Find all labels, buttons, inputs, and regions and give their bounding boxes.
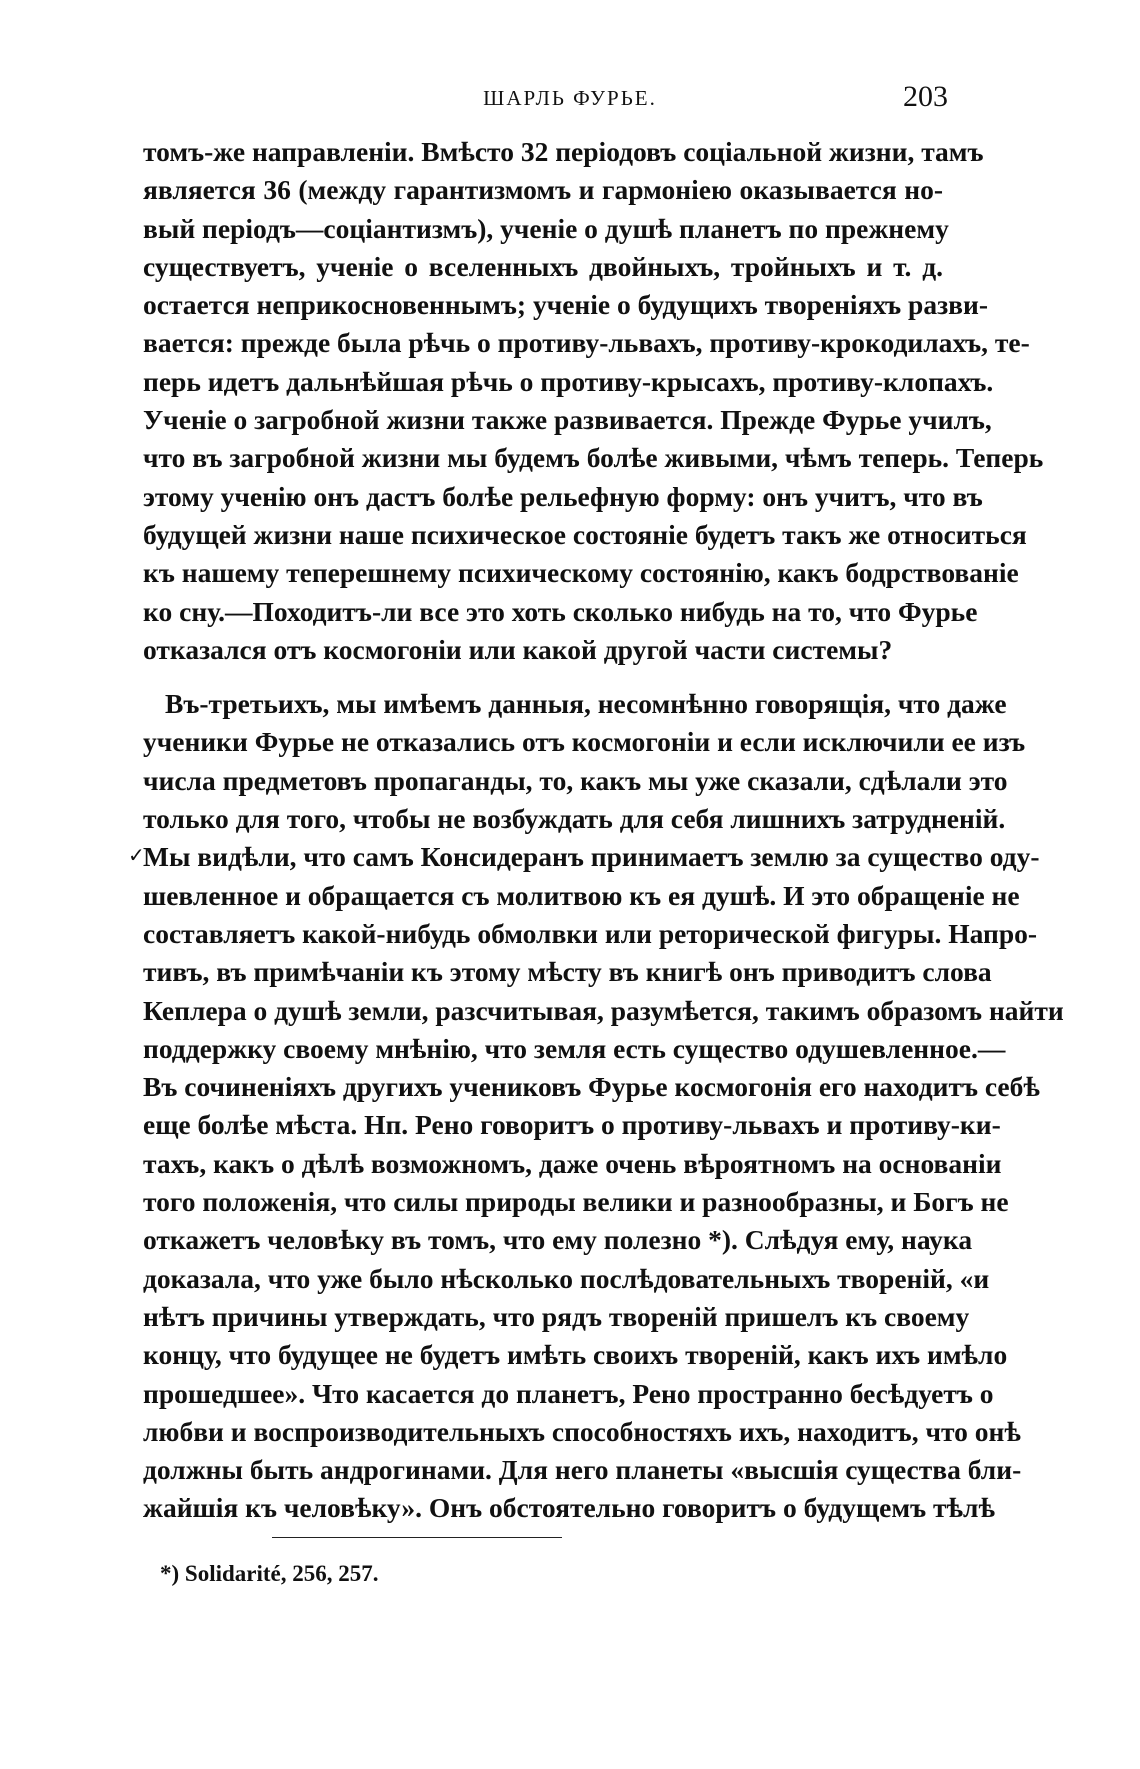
paragraph-gap [143,669,943,685]
text-line: вый періодъ—соціантизмъ), ученіе о душѣ планетъ по прежнему [143,212,949,244]
running-title: ШАРЛЬ ФУРЬЕ. [483,86,657,110]
footnote: *) Solidarité, 256, 257. [160,1561,379,1586]
text-line: томъ-же направленіи. Вмѣсто 32 періодовъ соціальной жизни, тамъ [143,136,984,167]
text-line: любви и воспроизводительныхъ способностяхъ ихъ, находитъ, что онѣ [143,1415,1021,1447]
text-line: еще болѣе мѣста. Нп. Рено говоритъ о противу-львахъ и противу-ки- [143,1109,1001,1141]
footnote-rule [272,1537,562,1538]
text-line: только для того, чтобы не возбуждать для себя лишнихъ затрудненій. [143,803,1006,835]
text-line: ко сну.—Походитъ-ли все это хоть сколько нибудь на то, что Фурье [143,595,978,627]
text-line: Въ сочиненіяхъ другихъ учениковъ Фурье космогонія его находитъ себѣ [143,1071,1040,1103]
text-line: нѣтъ причины утверждать, что рядъ твореній пришелъ къ своему [143,1300,970,1332]
text-line: существуетъ, ученіе о вселенныхъ двойныхъ, тройныхъ и т. д. [143,250,943,282]
paragraph-2 [143,685,1064,1528]
text-line: къ нашему теперешнему психическому состоянію, какъ бодрствованіе [143,557,1019,589]
text-line: ученики Фурье не отказались отъ космогоніи и если исключили ее изъ [143,726,1026,758]
margin-check-mark: ✓ [128,845,145,867]
text-line: составляетъ какой-нибудь обмолвки или реторической фигуры. Напро- [143,917,1038,949]
text-line: числа предметовъ пропаганды, то, какъ мы уже сказали, сдѣлали это [143,764,1008,796]
paragraph-1 [143,133,1044,669]
text-line: того положенія, что силы природы велики и разнообразны, и Богъ не [143,1186,1009,1218]
text-line: этому ученію онъ дастъ болѣе рельефную форму: онъ учитъ, что въ [143,480,983,512]
text-line: перь идетъ дальнѣйшая рѣчь о противу-крысахъ, противу-клопахъ. [143,365,994,397]
text-line: жайшія къ человѣку». Онъ обстоятельно говоритъ о будущемъ тѣлѣ [143,1492,995,1524]
body-text [143,133,1064,1528]
text-line: должны быть андрогинами. Для него планеты «высшія существа бли- [143,1454,1022,1486]
text-line: отказался отъ космогоніи или какой другой части системы? [143,633,893,665]
text-line: вается: прежде была рѣчь о противу-львахъ, противу-крокодилахъ, те- [143,327,1030,359]
text-line: доказала, что уже было нѣсколько послѣдовательныхъ твореній, «и [143,1262,990,1294]
text-line: остается неприкосновеннымъ; ученіе о будущихъ твореніяхъ разви- [143,289,989,321]
text-line: тивъ, въ примѣчаніи къ этому мѣсту въ книгѣ онъ приводитъ слова [143,956,992,988]
page-header [0,80,1140,120]
page-number: 203 [903,80,948,113]
text-line: является 36 (между гарантизмомъ и гармоніею оказывается но- [143,174,943,206]
text-line: что въ загробной жизни мы будемъ болѣе живыми, чѣмъ теперь. Теперь [143,442,1044,474]
text-line: Кеплера о душѣ земли, разсчитывая, разумѣется, такимъ образомъ найти [143,994,1064,1026]
text-line: Въ-третьихъ, мы имѣемъ данныя, несомнѣнно говорящія, что даже [165,688,1007,720]
text-line: прошедшее». Что касается до планетъ, Рено пространно бесѣдуетъ о [143,1377,994,1409]
text-line: откажетъ человѣку въ томъ, что ему полезно *). Слѣдуя ему, наука [143,1224,973,1256]
text-line: тахъ, какъ о дѣлѣ возможномъ, даже очень вѣроятномъ на основаніи [143,1147,1002,1179]
text-line: концу, что будущее не будетъ имѣть своихъ твореній, какъ ихъ имѣло [143,1339,1008,1371]
text-line: Мы видѣли, что самъ Консидеранъ принимаетъ землю за существо оду- [143,841,1040,873]
text-line: Ученіе о загробной жизни также развивается. Прежде Фурье училъ, [143,404,992,436]
text-line: будущей жизни наше психическое состояніе будетъ такъ же относиться [143,518,1027,550]
text-line: поддержку своему мнѣнію, что земля есть существо одушевленное.— [143,1032,1006,1064]
text-line: шевленное и обращается съ молитвою къ ея душѣ. И это обращеніе не [143,879,1020,911]
